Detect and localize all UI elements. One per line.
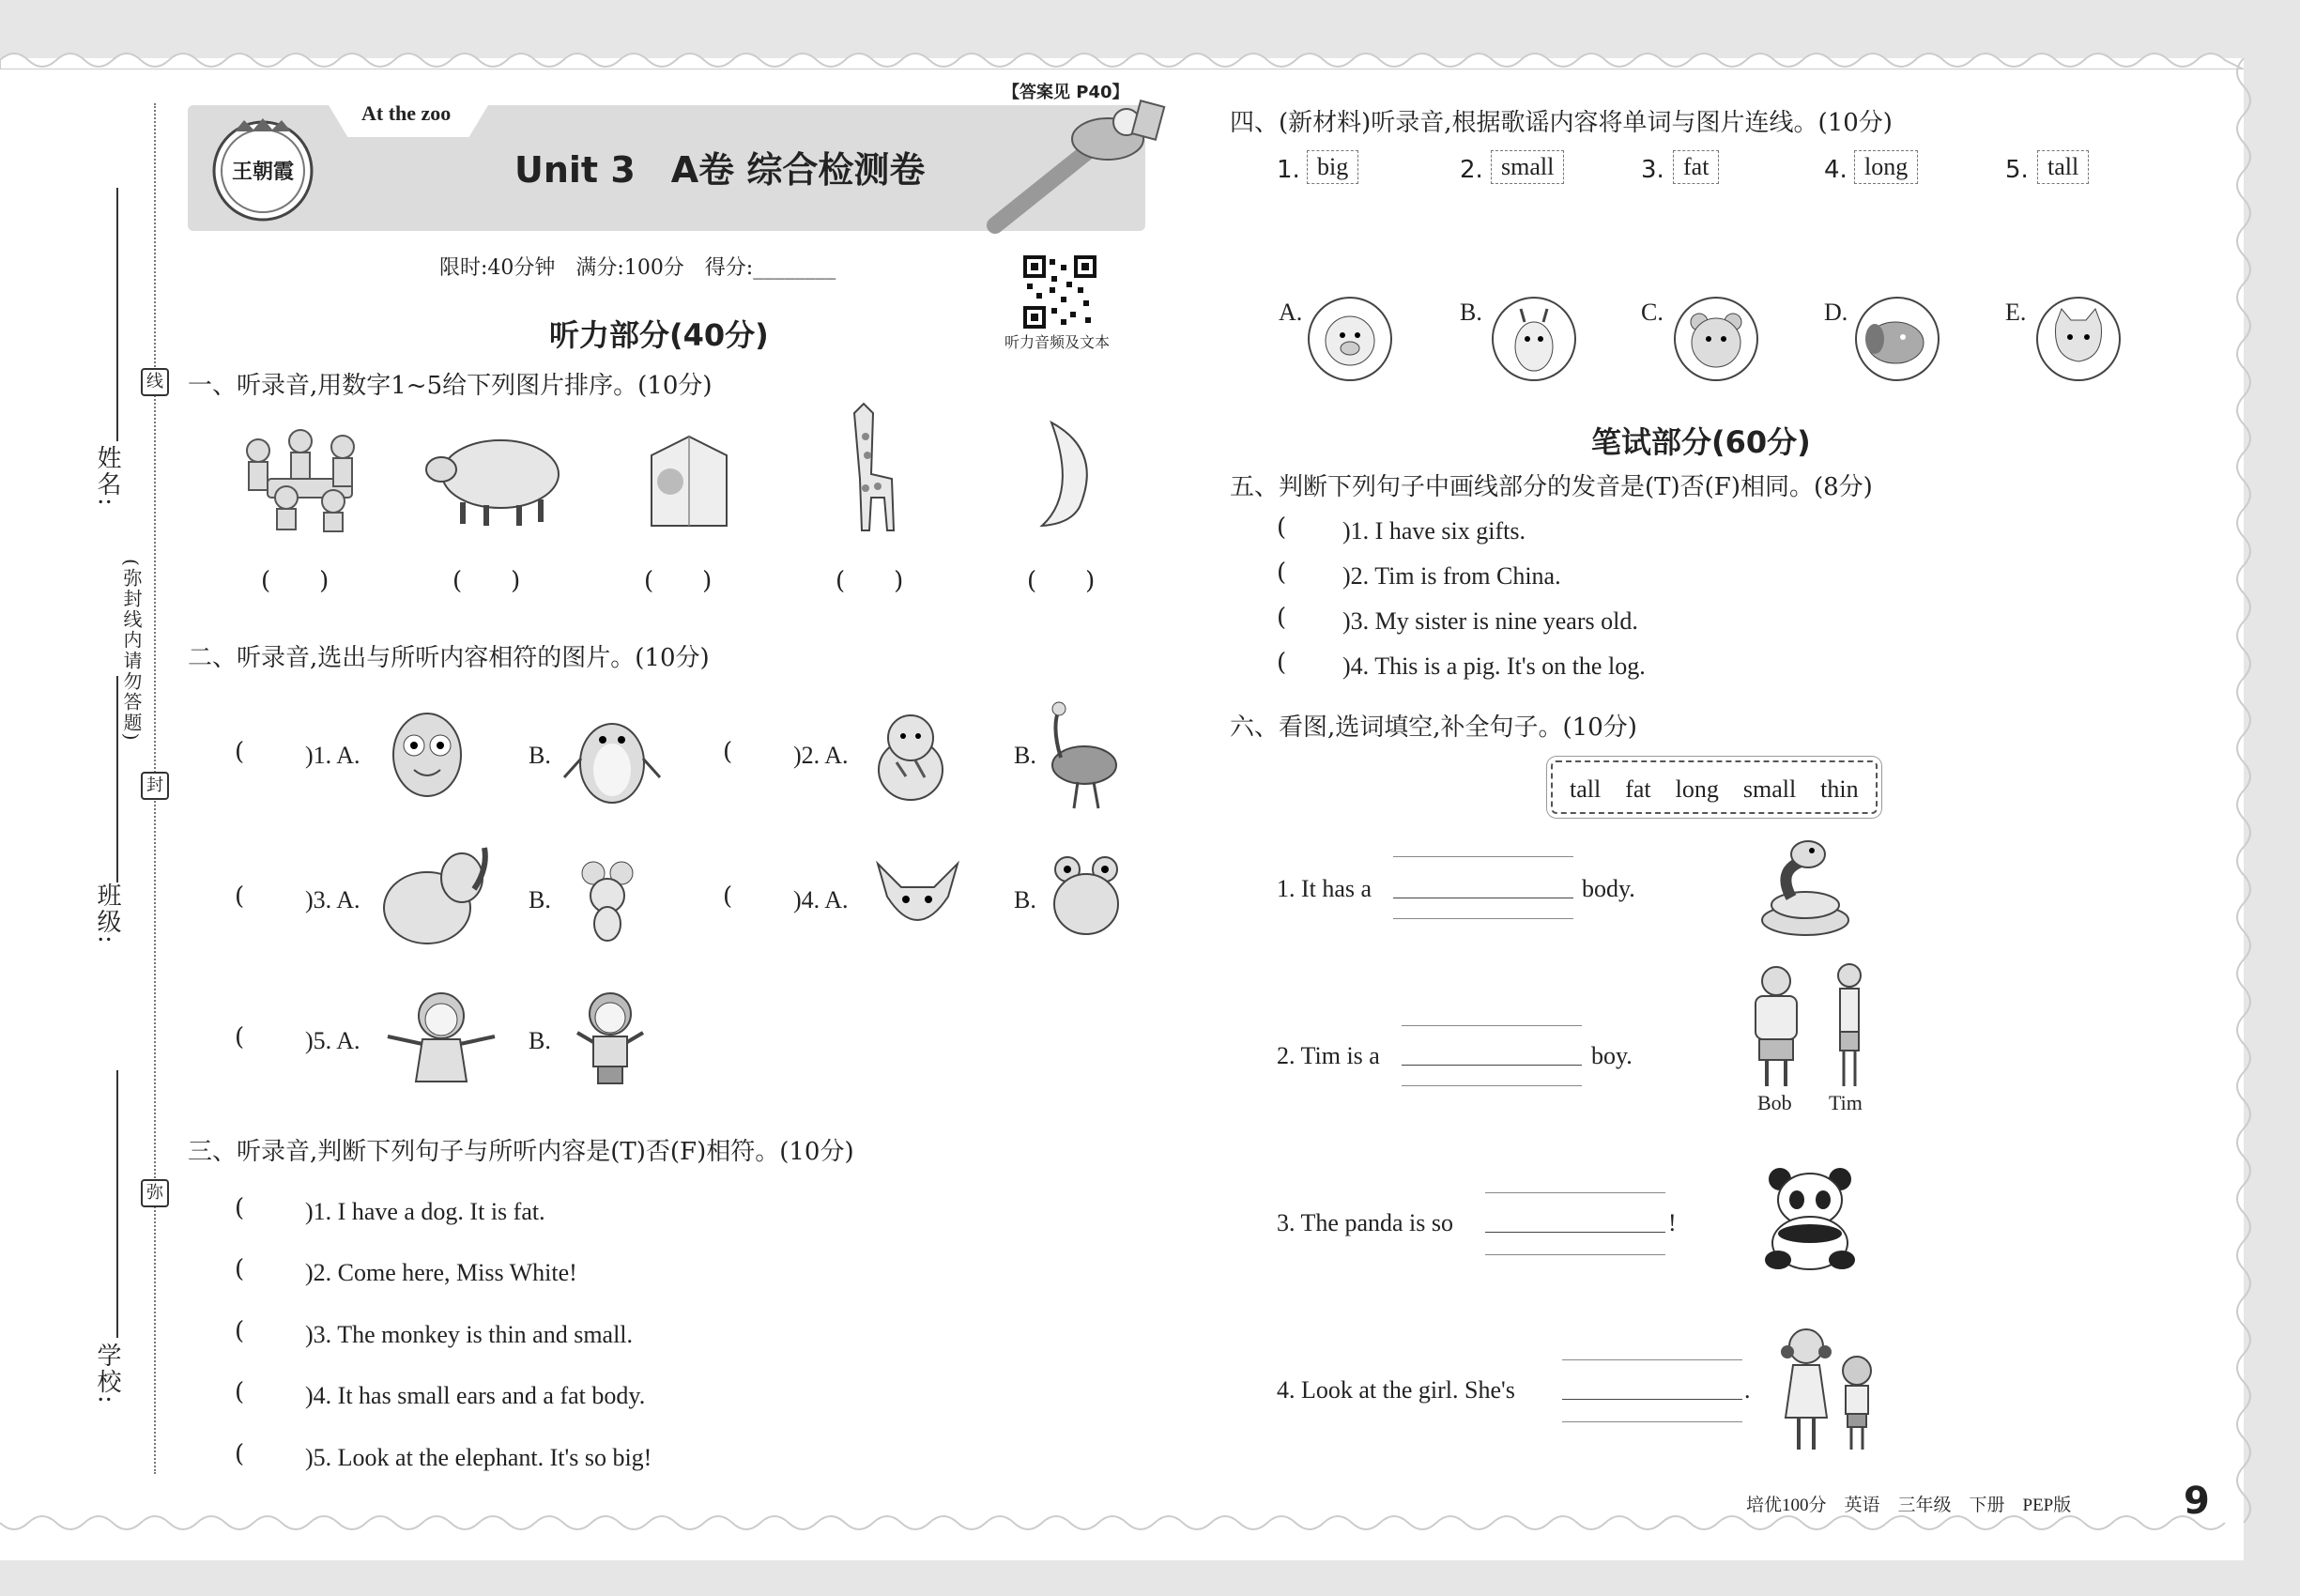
q4-pic-a-letter: A. bbox=[1279, 299, 1303, 326]
q5-item-2: )2. Tim is from China. bbox=[1342, 562, 1561, 590]
girl-picture bbox=[380, 988, 502, 1086]
q2-heading: 二、听录音,选出与所听内容相符的图片。(10分) bbox=[188, 644, 710, 672]
q5-item-3: )3. My sister is nine years old. bbox=[1342, 607, 1638, 635]
q3-item-1: )1. I have a dog. It is fat. bbox=[305, 1198, 545, 1225]
word-bank: tall fat long small thin bbox=[1551, 760, 1878, 814]
seal-mi: 弥 bbox=[141, 1179, 169, 1207]
q6-line-4b bbox=[1562, 1421, 1742, 1422]
publisher-logo bbox=[207, 113, 319, 225]
q6-item-3-before: 3. The panda is so bbox=[1277, 1209, 1453, 1236]
q2-item-3-b: B. bbox=[529, 886, 551, 913]
q1-heading: 一、听录音,用数字1~5给下列图片排序。(10分) bbox=[188, 372, 713, 400]
q2-paren-2[interactable]: ( bbox=[723, 738, 733, 766]
tim-label: Tim bbox=[1829, 1091, 1863, 1114]
q6-item-1-after: body. bbox=[1582, 875, 1635, 902]
q3-item-2: )2. Come here, Miss White! bbox=[305, 1259, 577, 1286]
q3-paren-2[interactable]: ( bbox=[235, 1255, 245, 1283]
right-wave-border bbox=[2231, 58, 2259, 1523]
q2-item-4-label: )4. A. bbox=[793, 886, 849, 913]
logo-text: 王朝霞 bbox=[231, 160, 295, 184]
answer-reference: 【答案见 P40】 bbox=[1003, 83, 1129, 102]
rocket-cartoon-icon bbox=[986, 94, 1173, 235]
q4-word-3[interactable]: fat bbox=[1673, 150, 1719, 184]
qr-caption: 听力音频及文本 bbox=[1004, 333, 1111, 351]
q5-paren-3[interactable]: ( bbox=[1277, 604, 1287, 632]
q5-heading: 五、判断下列句子中画线部分的发音是(T)否(F)相同。(8分) bbox=[1230, 473, 1873, 501]
test-meta: 限时:40分钟 满分:100分 得分:________ bbox=[439, 256, 836, 280]
penguin-monster-picture bbox=[560, 702, 664, 810]
q4-heading: 四、(新材料)听录音,根据歌谣内容将单词与图片连线。(10分) bbox=[1230, 109, 1893, 137]
seal-feng: 封 bbox=[141, 772, 169, 800]
book-info-footer: 培优100分 英语 三年级 下册 PEP版 bbox=[1746, 1496, 2072, 1515]
pig-picture bbox=[421, 422, 571, 530]
snake-picture bbox=[1754, 834, 1857, 942]
qr-code-icon[interactable] bbox=[1023, 255, 1096, 329]
q5-paren-1[interactable]: ( bbox=[1277, 514, 1287, 542]
cat-face-picture[interactable] bbox=[2035, 296, 2122, 382]
name-label: 姓名: bbox=[93, 445, 121, 508]
q6-item-1-before: 1. It has a bbox=[1277, 875, 1372, 902]
q1-blank-2[interactable]: ( ) bbox=[452, 567, 521, 595]
q2-item-4-b: B. bbox=[1014, 886, 1036, 913]
seal-notice: (弥封线内请勿答题) bbox=[120, 559, 143, 743]
q6-line-2a bbox=[1402, 1025, 1582, 1026]
listening-section-title: 听力部分(40分) bbox=[549, 317, 769, 353]
q1-blank-3[interactable]: ( ) bbox=[644, 567, 713, 595]
q2-paren-4[interactable]: ( bbox=[723, 882, 733, 911]
banana-picture bbox=[1033, 413, 1108, 530]
q5-paren-4[interactable]: ( bbox=[1277, 649, 1287, 677]
fox-picture bbox=[868, 854, 967, 944]
bob-label: Bob bbox=[1757, 1091, 1792, 1114]
unit-theme: At the zoo bbox=[361, 101, 452, 125]
q6-item-2-after: boy. bbox=[1591, 1042, 1633, 1069]
q4-word-5[interactable]: tall bbox=[2037, 150, 2089, 184]
q6-heading: 六、看图,选词填空,补全句子。(10分) bbox=[1230, 714, 1637, 742]
q6-item-3-after: ! bbox=[1668, 1209, 1677, 1236]
q3-paren-4[interactable]: ( bbox=[235, 1378, 245, 1406]
bear-face-picture[interactable] bbox=[1673, 296, 1759, 382]
milk-carton-picture bbox=[642, 427, 736, 530]
frog-picture bbox=[1047, 852, 1127, 942]
q2-item-2-label: )2. A. bbox=[793, 742, 849, 769]
two-boys-picture bbox=[1746, 962, 1878, 1094]
q6-item-4-before: 4. Look at the girl. She's bbox=[1277, 1376, 1515, 1404]
q4-pic-c-letter: C. bbox=[1641, 299, 1664, 326]
tiger-picture bbox=[864, 706, 958, 805]
q2-item-5-b: B. bbox=[529, 1027, 551, 1054]
q2-paren-3[interactable]: ( bbox=[235, 882, 245, 911]
q2-item-2-b: B. bbox=[1014, 742, 1036, 769]
q2-item-5-label: )5. A. bbox=[305, 1027, 360, 1054]
q3-paren-1[interactable]: ( bbox=[235, 1194, 245, 1222]
q6-line-4a bbox=[1562, 1359, 1742, 1360]
q3-item-3: )3. The monkey is thin and small. bbox=[305, 1321, 634, 1348]
q6-line-3a bbox=[1485, 1192, 1665, 1193]
q1-blank-1[interactable]: ( ) bbox=[261, 567, 330, 595]
page-number: 9 bbox=[2184, 1480, 2210, 1523]
mouse-picture bbox=[575, 856, 640, 943]
q4-word-2-num: 2. bbox=[1460, 156, 1483, 184]
q2-item-1-label: )1. A. bbox=[305, 742, 360, 769]
q6-item-4-after: . bbox=[1744, 1376, 1751, 1404]
ostrich-picture bbox=[1042, 699, 1127, 812]
class-label: 班级: bbox=[93, 882, 121, 945]
q6-line-3b bbox=[1485, 1254, 1665, 1255]
q3-heading: 三、听录音,判断下列句子与所听内容是(T)否(F)相符。(10分) bbox=[188, 1138, 854, 1166]
pig-face-picture[interactable] bbox=[1307, 296, 1393, 382]
q4-pic-d-letter: D. bbox=[1824, 299, 1848, 326]
page-title: Unit 3 A卷 综合检测卷 bbox=[514, 149, 926, 191]
q4-word-4[interactable]: long bbox=[1854, 150, 1918, 184]
q2-item-1-b: B. bbox=[529, 742, 551, 769]
boy-picture bbox=[568, 988, 652, 1086]
school-write-line bbox=[116, 1070, 118, 1338]
q6-item-2-before: 2. Tim is a bbox=[1277, 1042, 1380, 1069]
dog-face-picture[interactable] bbox=[1854, 296, 1940, 382]
school-label: 学校: bbox=[93, 1343, 121, 1405]
q2-item-3-label: )3. A. bbox=[305, 886, 360, 913]
q2-paren-1[interactable]: ( bbox=[235, 738, 245, 766]
q5-item-4: )4. This is a pig. It's on the log. bbox=[1342, 652, 1646, 680]
q3-paren-3[interactable]: ( bbox=[235, 1317, 245, 1345]
q4-pic-b-letter: B. bbox=[1460, 299, 1482, 326]
q5-item-1: )1. I have six gifts. bbox=[1342, 517, 1526, 545]
q4-word-1-num: 1. bbox=[1277, 156, 1300, 184]
giraffe-face-picture[interactable] bbox=[1491, 296, 1577, 382]
elephant-picture bbox=[376, 840, 493, 958]
top-wave-border bbox=[0, 47, 2244, 69]
monster-big-eyes-picture bbox=[380, 697, 474, 805]
q3-item-5: )5. Look at the elephant. It's so big! bbox=[305, 1444, 652, 1471]
q6-line-1b bbox=[1393, 918, 1573, 919]
q4-word-5-num: 5. bbox=[2005, 156, 2029, 184]
giraffe-picture bbox=[836, 394, 920, 535]
seal-xian: 线 bbox=[141, 368, 169, 396]
q6-answer-3[interactable] bbox=[1485, 1232, 1665, 1233]
q6-answer-2[interactable] bbox=[1402, 1065, 1582, 1066]
q2-paren-5[interactable]: ( bbox=[235, 1023, 245, 1051]
name-write-line bbox=[116, 188, 118, 441]
q4-word-2[interactable]: small bbox=[1491, 150, 1564, 184]
girl-and-boy-picture bbox=[1774, 1324, 1882, 1455]
q1-blank-4[interactable]: ( ) bbox=[836, 567, 904, 595]
q5-paren-2[interactable]: ( bbox=[1277, 559, 1287, 587]
q6-answer-4[interactable] bbox=[1562, 1399, 1742, 1400]
q4-word-3-num: 3. bbox=[1641, 156, 1664, 184]
q6-line-1a bbox=[1393, 856, 1573, 857]
q4-word-4-num: 4. bbox=[1824, 156, 1848, 184]
q3-item-4: )4. It has small ears and a fat body. bbox=[305, 1382, 646, 1409]
q1-blank-5[interactable]: ( ) bbox=[1027, 567, 1096, 595]
written-section-title: 笔试部分(60分) bbox=[1591, 424, 1811, 460]
children-group-picture bbox=[230, 422, 390, 535]
q4-pic-e-letter: E. bbox=[2005, 299, 2027, 326]
panda-picture bbox=[1754, 1162, 1866, 1275]
q4-word-1[interactable]: big bbox=[1307, 150, 1358, 184]
bottom-wave-border bbox=[0, 1513, 2244, 1536]
q6-line-2b bbox=[1402, 1085, 1582, 1086]
q3-paren-5[interactable]: ( bbox=[235, 1440, 245, 1468]
class-write-line bbox=[116, 676, 118, 882]
